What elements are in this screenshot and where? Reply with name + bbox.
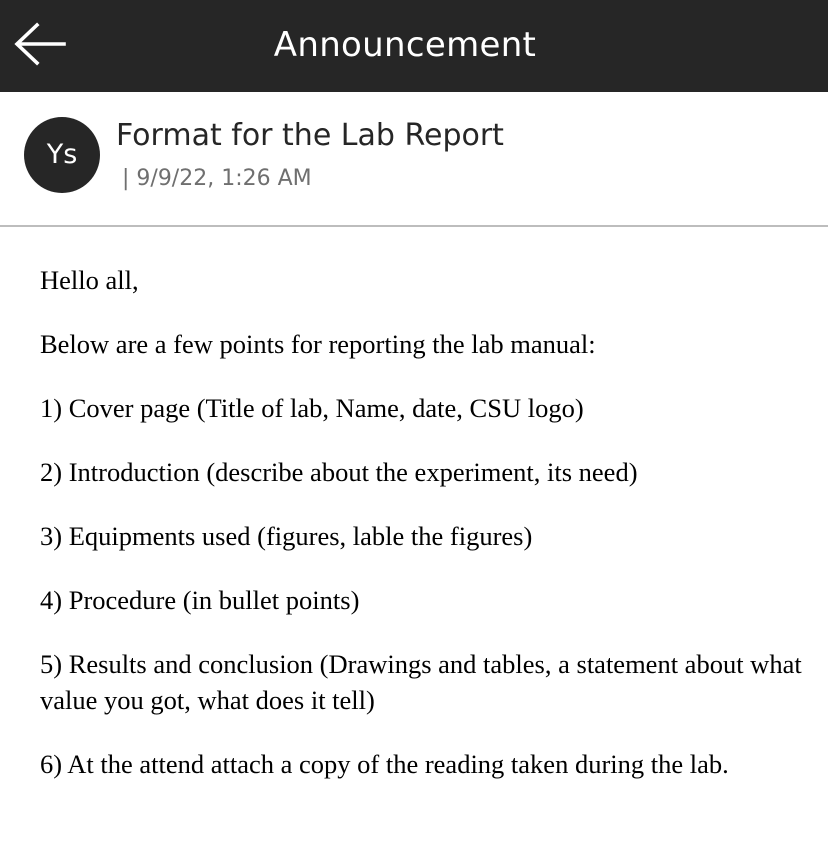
announcement-timestamp: | 9/9/22, 1:26 AM (122, 166, 312, 191)
body-paragraph: 3) Equipments used (figures, lable the figures) (40, 521, 533, 551)
body-paragraph: 1) Cover page (Title of lab, Name, date, CSU logo) (40, 393, 584, 423)
body-paragraph: 6) At the attend attach a copy of the reading taken during the lab. (40, 749, 729, 779)
announcement-body (40, 262, 810, 810)
header-divider (0, 225, 828, 227)
announcement-title: Format for the Lab Report (116, 118, 504, 153)
body-paragraph: 4) Procedure (in bullet points) (40, 585, 360, 615)
body-paragraph: Below are a few points for reporting the lab manual: (40, 329, 596, 359)
top-app-bar (0, 0, 828, 92)
body-paragraph: 2) Introduction (describe about the experiment, its need) (40, 457, 638, 487)
body-paragraph: 5) Results and conclusion (Drawings and tables, a statement about what value you got, what does it tell) (40, 649, 802, 715)
avatar[interactable]: Ys (24, 117, 100, 193)
body-paragraph: Hello all, (40, 265, 139, 295)
page-title: Announcement (273, 25, 537, 65)
announcement-header (0, 92, 828, 226)
